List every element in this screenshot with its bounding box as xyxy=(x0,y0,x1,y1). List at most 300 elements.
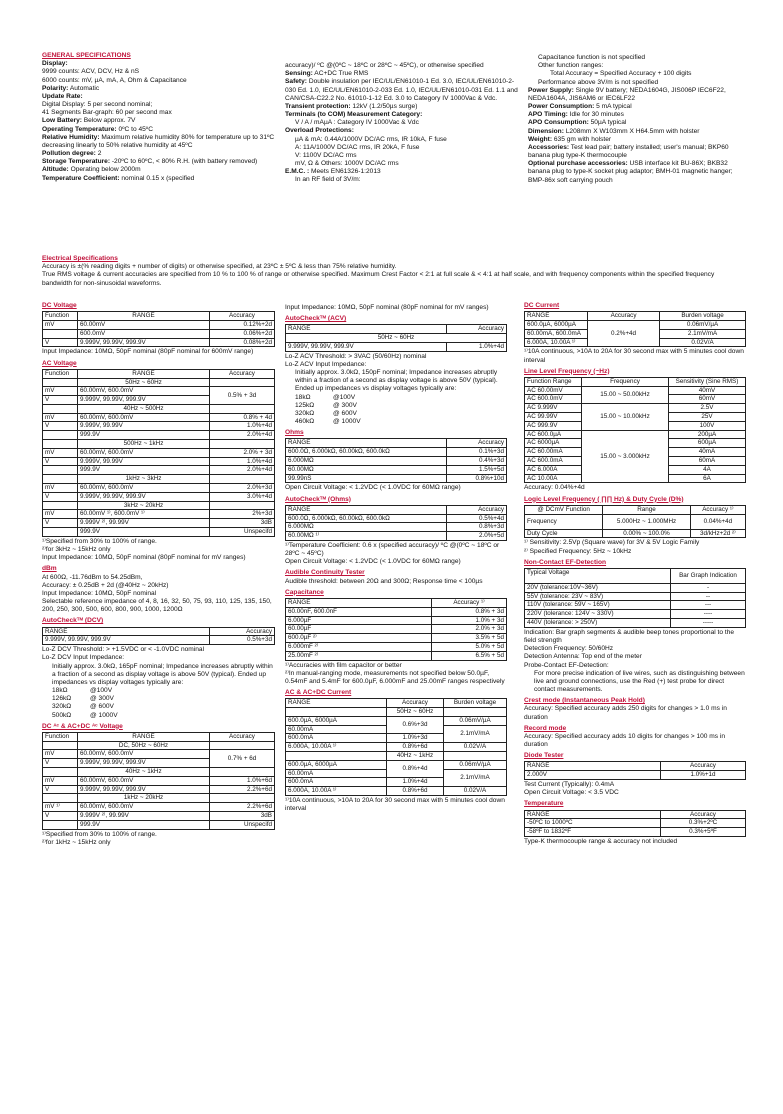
note: ¹⁾ Sensitivity: 2.5Vp (Square wave) for 3V & 5V Logic Family xyxy=(524,539,700,547)
spec-label: Overload Protections: xyxy=(285,127,354,135)
line: Accuracy: Specified accuracy adds 250 digits for changes > 1.0 ms in duration xyxy=(524,705,727,721)
voltage: @ 600V xyxy=(90,703,114,711)
cell: 0.8% + 3d xyxy=(432,607,507,616)
cell: 9.999V ²⁾, 99.99V xyxy=(78,812,210,821)
cell: V xyxy=(43,422,78,431)
cell: ---- xyxy=(671,610,746,619)
cell: 60.00mV, 600.0mV xyxy=(78,484,210,493)
ncef-title: Non-Contact EF-Detection xyxy=(524,558,607,566)
cell: 1.0%+6d xyxy=(210,776,275,785)
line: Open Circuit Voltage: < 3.5 VDC xyxy=(524,789,619,797)
cell: V xyxy=(43,812,78,821)
cell: 0.2%+4d xyxy=(587,320,659,346)
freq-band: 40Hz ~ 500Hz xyxy=(78,404,210,413)
cell: mV xyxy=(43,776,78,785)
spec-value: µA & mA: 0.44A/1000V DC/AC rms, IR 10kA, F fuse xyxy=(295,135,447,143)
cell: 0.8%+4d xyxy=(387,760,444,778)
cell: 1.0%+1d xyxy=(661,771,746,780)
spec-line xyxy=(42,60,278,68)
voltage: @100V xyxy=(90,687,113,695)
spec-line xyxy=(528,144,743,160)
cell: 15.00 ~ 10.00kHz xyxy=(582,404,669,430)
spec-line xyxy=(42,166,278,174)
cell: 60mA xyxy=(669,457,746,466)
cell xyxy=(43,528,78,537)
spec-value: Meets EN61326-1:2013 xyxy=(309,168,381,176)
th: Accuracy xyxy=(210,369,275,378)
cell: 55V (tolerance: 23V ~ 83V) xyxy=(525,592,671,601)
note: Open Circuit Voltage: < 1.2VDC (< 1.0VDC for 60MΩ range) xyxy=(285,558,461,566)
cell: --- xyxy=(671,601,746,610)
th: RANGE xyxy=(525,810,661,819)
impedance-pair xyxy=(295,394,507,402)
cell: 600.0µA, 6000µA xyxy=(525,320,588,329)
cell: 60.00mV, 600.0mV xyxy=(78,750,210,759)
general-list-3 xyxy=(528,54,743,185)
table-row xyxy=(43,320,275,329)
spec-label: Pollution degree: xyxy=(42,150,96,158)
cell: 60.00mV, 600.0mV xyxy=(78,413,210,422)
th: RANGE xyxy=(43,627,210,636)
electrical-line-2: True RMS voltage & current accuracies are specified from 10 % to 100 % of range or otherwise specified. Maximum Crest Factor < 2:1 at full scale & < 4:1 at half scale, and with frequency components within the specified frequency bandwidth for non-sinusoidal waveforms. xyxy=(42,271,715,287)
spec-value: accuracy)/ ºC @(0ºC ~ 18ºC or 28ºC ~ 45ºC), or otherwise specified xyxy=(285,62,484,69)
autocheck-dcv-title: AutoCheckᵀᴹ (DCV) xyxy=(42,617,104,625)
cell: 0.02V/A xyxy=(444,787,507,796)
cell: 60mV xyxy=(669,395,746,404)
spec-line xyxy=(285,136,521,144)
th: Accuracy ¹⁾ xyxy=(432,599,507,608)
spec-label: Power Supply: xyxy=(528,86,574,94)
th: Accuracy xyxy=(447,439,507,448)
note: ¹⁾10A continuous, >10A to 20A for 30 second max with 5 minutes cool down interval xyxy=(285,797,505,813)
spec-line xyxy=(528,70,743,78)
cell: V xyxy=(43,759,78,768)
cell: -58ºF to 1832ºF xyxy=(525,828,661,837)
spec-value: Test lead pair; battery installed; user's manual; BKP60 banana plug type-K thermocouple xyxy=(528,143,729,160)
electrical-section xyxy=(42,252,745,288)
autocheck-acv-table xyxy=(285,324,507,351)
ac-current-table xyxy=(285,698,507,796)
cell: 15.00 ~ 50.00kHz xyxy=(582,386,669,404)
note: ²⁾for 1kHz ~ 15kHz only xyxy=(42,838,111,846)
spec-line xyxy=(285,119,521,127)
note: ²⁾In manual-ranging mode, measurements not specified below 50.0µF, 0.54mF and 5.4mF for 600.0µF, 6.000mF and 25.00mF ranges respectively xyxy=(285,669,505,685)
cell: mV xyxy=(43,320,78,329)
spec-label: Accessories: xyxy=(528,143,570,151)
crest-title: Crest mode (Instantaneous Peak Hold) xyxy=(524,697,645,705)
cell: 1.0%+4d xyxy=(210,422,275,431)
spec-value: USB interface kit BU-86X; BKB32 banana plug to type-K socket plug adaptor; BMH-01 magnetic hanger; BMP-86x soft carrying pouch xyxy=(528,160,733,184)
spec-value: Operating below 2000m xyxy=(68,166,141,174)
cell: Unspecifd xyxy=(210,528,275,537)
freq-band: 50Hz ~ 60Hz xyxy=(387,708,444,717)
cell: 60.00mV, 600.0mV xyxy=(78,803,210,812)
cell: V xyxy=(43,519,78,528)
th: RANGE xyxy=(78,312,210,321)
spec-line xyxy=(528,87,743,103)
cell: 1.0%+4d xyxy=(210,457,275,466)
cell: 25.00mF ²⁾ xyxy=(286,651,432,660)
cell: 9.999V, 99.99V, 999.9V xyxy=(78,759,210,768)
cell: 999.9V xyxy=(78,466,210,475)
ncef-table xyxy=(524,568,746,628)
spec-label: Dimension: xyxy=(528,127,564,135)
spec-line xyxy=(42,134,278,150)
cell: AC 999.9V xyxy=(525,421,582,430)
spec-value: 2 xyxy=(95,150,102,158)
spec-value: Automatic xyxy=(68,84,100,92)
cell: 60.00mA, 600.0mA xyxy=(525,329,588,338)
spec-label: Update Rate: xyxy=(42,92,83,100)
th: RANGE xyxy=(286,325,447,334)
spec-value: In an RF field of 3V/m: xyxy=(295,176,361,184)
cell: 600.0µF ²⁾ xyxy=(286,634,432,643)
th: Sensitivity (Sine RMS) xyxy=(669,377,746,386)
diode-table xyxy=(524,761,746,780)
autocheck-dcv-table xyxy=(42,627,275,646)
spec-line xyxy=(528,119,743,127)
line: Lo-Z DCV Threshold: > +1.5VDC or < -1.0VDC nominal xyxy=(42,646,205,654)
note: Input Impedance: 10MΩ, 50pF nominal (80pF nominal for 600mV range) xyxy=(42,348,254,356)
cell: Duty Cycle xyxy=(525,529,603,538)
cell: -50ºC to 1000ºC xyxy=(525,819,661,828)
cell: AC 10.00A xyxy=(525,474,582,483)
voltage: @ 1000V xyxy=(333,418,361,426)
spec-value: Below approx. 7V xyxy=(81,117,136,125)
autocheck-ohms-title: AutoCheckᵀᴹ (Ohms) xyxy=(285,495,351,503)
spec-label: Sensing: xyxy=(285,70,313,78)
spec-line xyxy=(285,78,521,103)
th: Burden voltage xyxy=(444,699,507,708)
cell: 0.4%+3d xyxy=(447,457,507,466)
line: Initially approx. 3.0kΩ, 165pF nominal; Impedance increases abruptly within a fraction of a second as display voltage is above 50V (typical). Ended up impedances vs display voltages typically are: xyxy=(52,662,273,686)
th: Frequency xyxy=(582,377,669,386)
dbm-title: dBm xyxy=(42,565,57,573)
spec-label: APO Consumption: xyxy=(528,119,589,127)
spec-label: Terminals (to COM) Measurement Category: xyxy=(285,111,423,119)
spec-value: 50µA typical xyxy=(588,119,627,127)
cell: 999.9V xyxy=(78,528,210,537)
cell: 5.0% + 5d xyxy=(432,642,507,651)
cell: 2.1mV/mA xyxy=(660,329,746,338)
cell: AC 99.99V xyxy=(525,413,582,422)
spec-line xyxy=(42,126,278,134)
spec-col-1 xyxy=(42,299,275,847)
cell: 0.06mV/µA xyxy=(444,716,507,725)
cell: 9.999V, 99.99V, 999.9V xyxy=(78,396,210,405)
spec-label: Weight: xyxy=(528,135,553,143)
note: Input Impedance: 10MΩ, 50pF nominal (80pF nominal for mV ranges) xyxy=(42,554,246,562)
spec-line xyxy=(42,158,278,166)
voltage: @ 300V xyxy=(333,401,357,409)
impedance-pair xyxy=(295,418,507,426)
th: Typical Voltage xyxy=(525,568,671,583)
spec-value: Maximum relative humidity 80% for temperature up to 31ºC decreasing linearly to 50% relative humidity at 45ºC xyxy=(42,133,275,149)
cell: AC 9.999V xyxy=(525,404,582,413)
general-list-1 xyxy=(42,60,278,183)
spec-value: Idle for 30 minutes xyxy=(567,111,624,119)
logic-freq-title: Logic Level Frequency ( ∏∏ Hz) & Duty Cycle (D%) xyxy=(524,495,684,503)
spec-value: Digital Display: 5 per second nominal; xyxy=(42,101,153,109)
spec-value: Capacitance function is not specified xyxy=(538,54,646,61)
impedance: 500kΩ xyxy=(52,711,72,719)
cell xyxy=(43,466,78,475)
th: Function xyxy=(43,312,78,321)
cell: 0.06mV/µA xyxy=(444,760,507,769)
spec-line xyxy=(42,85,278,93)
impedance-pair xyxy=(52,712,275,720)
cell: 999.9V xyxy=(78,431,210,440)
indication xyxy=(524,629,746,645)
spec-label: Storage Temperature: xyxy=(42,158,111,166)
impedance: 125kΩ xyxy=(295,401,315,409)
cell: 60.00mA xyxy=(286,769,387,778)
th: Accuracy xyxy=(447,505,507,514)
cell: 2.0% + 3d xyxy=(432,625,507,634)
spec-label: Temperature Coefficient: xyxy=(42,174,120,182)
th: Accuracy xyxy=(210,732,275,741)
cell: V xyxy=(43,492,78,501)
cell: Frequency xyxy=(525,514,603,529)
spec-label: Optional purchase accessories: xyxy=(528,160,628,168)
spec-line xyxy=(285,111,521,119)
spec-value: 41 Segments Bar-graph: 60 per second max xyxy=(42,109,172,117)
acv-title: AC Voltage xyxy=(42,359,77,367)
cell: V xyxy=(43,457,78,466)
diode-title: Diode Tester xyxy=(524,752,564,760)
note: Accuracy: 0.04%+4d xyxy=(524,484,585,492)
spec-line xyxy=(42,150,278,158)
spec-line xyxy=(528,79,743,87)
cell: 15.00 ~ 3.000kHz xyxy=(582,430,669,483)
cell: 60.00mV, 600.0mV xyxy=(78,776,210,785)
cell: 40mV xyxy=(669,386,746,395)
freq-band: 3kHz ~ 20kHz xyxy=(78,501,210,510)
spec-line xyxy=(42,175,278,183)
spec-label: Transient protection: xyxy=(285,102,351,110)
spec-value: 6000 counts: mV, µA, mA, A, Ohm & Capacitance xyxy=(42,76,187,84)
spec-value: V / A / mAµA : Category IV 1000Vac & Vdc xyxy=(295,119,419,127)
spec-value: AC+DC True RMS xyxy=(312,70,369,78)
impedance: 18kΩ xyxy=(295,393,311,401)
cell: 5.000Hz ~ 1.000MHz xyxy=(603,514,690,529)
cell: 1.0% + 3d xyxy=(432,616,507,625)
electrical-title: Electrical Specifications xyxy=(42,255,118,262)
cell: 600.0mA xyxy=(286,734,387,743)
cell: 0.3%+2ºC xyxy=(661,819,746,828)
record-title: Record mode xyxy=(524,724,567,732)
cell: 6.000mF ²⁾ xyxy=(286,642,432,651)
line: Detection Antenna: Top end of the meter xyxy=(524,653,642,661)
impedance: 126kΩ xyxy=(52,695,72,703)
spec-label: Relative Humidity: xyxy=(42,133,100,141)
cell: 3.5% + 5d xyxy=(432,634,507,643)
spec-line xyxy=(285,168,521,176)
cell: 2.1mV/mA xyxy=(444,725,507,743)
spec-value: nominal 0.15 x (specified xyxy=(119,174,195,182)
line: Selectable reference impedance of 4, 8, 16, 32, 50, 75, 93, 110, 125, 135, 150, 200, 250, 300, 500, 600, 800, 900, 1000, 1200Ω xyxy=(42,598,272,614)
spec-label: APO Timing: xyxy=(528,111,568,119)
cell: 0.02V/A xyxy=(660,338,746,347)
cell xyxy=(43,820,78,829)
voltage: @ 600V xyxy=(333,409,357,417)
cell: 220V (tolerance: 124V ~ 330V) xyxy=(525,610,671,619)
dcv-title: DC Voltage xyxy=(42,302,77,309)
note: ¹⁾Temperature Coefficient: 0.6 x (specified accuracy)/ ºC @(0ºC ~ 18ºC or 28ºC ~ 45ºC) xyxy=(285,541,500,558)
cell: 60.00mV xyxy=(78,320,210,329)
spec-label: Power Consumption: xyxy=(528,103,595,111)
cell: 600.0mV xyxy=(78,329,210,338)
cell: 2.0%+5d xyxy=(447,532,507,541)
cell: 1.0%+4d xyxy=(447,342,507,351)
spec-line xyxy=(42,117,278,125)
cell: - xyxy=(671,583,746,592)
spec-value: Double insulation per IEC/UL/EN61010-1 Ed. 3.0, IEC/UL/EN61010-2-030 Ed. 1.0, IEC/UL/EN61010-2-033 Ed. 1.0, IEC/UL/EN61010-031 Ed. 1.1 and CAN/CSA-C22.2 No. 61010-1-12 Ed. 3.0 to Category IV 1000Vac & Vdc. xyxy=(285,78,518,102)
general-col-1 xyxy=(42,52,278,183)
cell: 60.00mA xyxy=(286,725,387,734)
ohms-title: Ohms xyxy=(285,429,304,437)
line: Type-K thermocouple range & accuracy not included xyxy=(524,837,678,845)
general-list-2 xyxy=(285,62,521,185)
cell: mV ¹⁾ xyxy=(43,803,78,812)
impedance: 460kΩ xyxy=(295,418,315,426)
line: Input Impedance: 10MΩ, 50pF nominal xyxy=(42,589,157,597)
cell: 9.999V ²⁾, 99.99V xyxy=(78,519,210,528)
cell: 0.04%+4d xyxy=(690,514,745,529)
cell: 6.5% + 5d xyxy=(432,651,507,660)
spec-label: Safety: xyxy=(285,78,307,86)
voltage: @ 300V xyxy=(90,695,114,703)
spec-value: 12kV (1.2/50µs surge) xyxy=(350,102,418,110)
impedance: 18kΩ xyxy=(52,687,68,695)
th: Accuracy xyxy=(210,627,275,636)
cell: mV xyxy=(43,387,78,396)
cell: 600.0Ω, 6.000kΩ, 60.00kΩ, 600.0kΩ xyxy=(286,448,447,457)
th: Accuracy xyxy=(661,762,746,771)
cell: 3.0%+4d xyxy=(210,492,275,501)
cell: AC 60.00mV xyxy=(525,386,582,395)
dcv-table xyxy=(42,311,275,347)
autocheck-ohms-table xyxy=(285,505,507,541)
spec-label: Altitude: xyxy=(42,166,69,174)
spec-line xyxy=(42,93,278,101)
cell: 6A xyxy=(669,474,746,483)
note: ¹⁾Specified from 30% to 100% of range. xyxy=(42,537,157,545)
th: RANGE xyxy=(78,369,210,378)
label: Indication: xyxy=(524,628,555,636)
spec-value: Other function ranges: xyxy=(538,62,604,70)
freq-band: 1kHz ~ 3kHz xyxy=(78,475,210,484)
cell: 0.3%+5ºF xyxy=(661,828,746,837)
note: ¹⁾10A continuous, >10A to 20A for 30 second max with 5 minutes cool down interval xyxy=(524,348,744,364)
th: Function xyxy=(43,369,78,378)
freq-band: 40Hz ~ 1kHz xyxy=(387,752,444,761)
cell: 1.0%+3d xyxy=(387,734,444,743)
cell: 3d/kHz+2d ²⁾ xyxy=(690,529,745,538)
cell: AC 6000µA xyxy=(525,439,582,448)
spec-line xyxy=(528,136,743,144)
cell: 9.999V, 99.99V xyxy=(78,457,210,466)
cell: 60.00mV, 600.0mV xyxy=(78,448,210,457)
line: Initially approx. 3.0kΩ, 150pF nominal; Impedance increases abruptly within a fraction of a second as display voltage is above 50V (typical). Ended up impedances vs display voltages typically are: xyxy=(295,369,498,393)
cell: 0.8%+3d xyxy=(447,523,507,532)
cell: V xyxy=(43,396,78,405)
cell: 0.5%+3d xyxy=(210,636,275,645)
continuity-title: Audible Continuity Tester xyxy=(285,569,365,577)
spec-line xyxy=(528,111,743,119)
spec-label: Polarity: xyxy=(42,84,69,92)
capacitance-table xyxy=(285,598,507,661)
cell: 60.00µF xyxy=(286,625,432,634)
cell: 2.0%+4d xyxy=(210,431,275,440)
spec-value: L208mm X W103mm X H64.5mm with holster xyxy=(563,127,700,135)
impedance-pair xyxy=(52,695,275,703)
impedance-pair xyxy=(52,687,275,695)
cell: ----- xyxy=(671,619,746,628)
note: ¹⁾Accuracies with film capacitor or better xyxy=(285,661,402,669)
line: Lo-Z ACV Input Impedance: xyxy=(285,360,367,368)
cell: 200µA xyxy=(669,430,746,439)
spec-value: 635 gm with holster xyxy=(552,135,612,143)
cell: 9.999V, 99.99V, 999.9V xyxy=(78,785,210,794)
line: Audible threshold: between 20Ω and 300Ω; Response time < 100µs xyxy=(285,577,483,585)
spec-line xyxy=(42,109,278,117)
spec-label: Low Battery: xyxy=(42,117,82,125)
th: @ DCmV Function xyxy=(525,505,603,514)
line: Accuracy: Specified accuracy adds 10 digits for changes > 100 ms in duration xyxy=(524,732,726,749)
cell: 60.00mV, 600.0mV xyxy=(78,387,210,396)
impedance-pair xyxy=(52,703,275,711)
electrical-line-1: Accuracy is ±(% reading digits + number of digits) or otherwise specified, at 23ºC ± 5ºC & less than 75% relative humidity. xyxy=(42,263,397,271)
cell: 60.00nF, 600.0nF xyxy=(286,607,432,616)
th: Accuracy xyxy=(210,312,275,321)
cell: 2.5V xyxy=(669,404,746,413)
spec-value: Single 9V battery; NEDA1604G, JIS006P IEC6F22, NEDA1604A, JIS6AM6 or IEC6LF22 xyxy=(528,86,726,102)
th: Accuracy xyxy=(587,312,659,321)
spec-line xyxy=(528,62,743,70)
cell: 600.0Ω, 6.000kΩ, 60.00kΩ, 600.0kΩ xyxy=(286,514,447,523)
spec-line xyxy=(42,101,278,109)
cell: 6.000µF xyxy=(286,616,432,625)
cell: 2.2%+6d xyxy=(210,803,275,812)
spec-line xyxy=(285,144,521,152)
spec-label: Display: xyxy=(42,60,68,68)
cell: 60.00MΩ ¹⁾ xyxy=(286,532,447,541)
note: ¹⁾Specified from 30% to 100% of range. xyxy=(42,830,157,838)
cell: 0.7% + 6d xyxy=(210,750,275,768)
line: Lo-Z ACV Threshold: > 3VAC (50/60Hz) nominal xyxy=(285,352,427,360)
cell: mV xyxy=(43,413,78,422)
spec-value: Total Accuracy = Specified Accuracy + 100 digits xyxy=(550,70,692,78)
cell: 9.999V, 99.99V, 999.9V xyxy=(286,342,447,351)
ac-current-title: AC & AC+DC Current xyxy=(285,689,352,697)
cell: 0.02V/A xyxy=(444,743,507,752)
temperature-table xyxy=(524,810,746,837)
capacitance-title: Capacitance xyxy=(285,588,324,596)
spec-line xyxy=(528,128,743,136)
line: Input Impedance: 10MΩ, 50pF nominal (80pF nominal for mV ranges) xyxy=(285,304,489,311)
th: RANGE xyxy=(525,312,588,321)
logic-freq-table xyxy=(524,505,746,539)
freq-band: DC, 50Hz ~ 60Hz xyxy=(78,741,210,750)
cell: 0.00% ~ 100.0% xyxy=(603,529,690,538)
note: ²⁾ Specified Frequency: 5Hz ~ 10kHz xyxy=(524,547,632,555)
cell: 600µA xyxy=(669,439,746,448)
cell: 0.5%+4d xyxy=(447,514,507,523)
line: Test Current (Typically): 0.4mA xyxy=(524,781,615,789)
cell: mV xyxy=(43,448,78,457)
th: RANGE xyxy=(286,439,447,448)
